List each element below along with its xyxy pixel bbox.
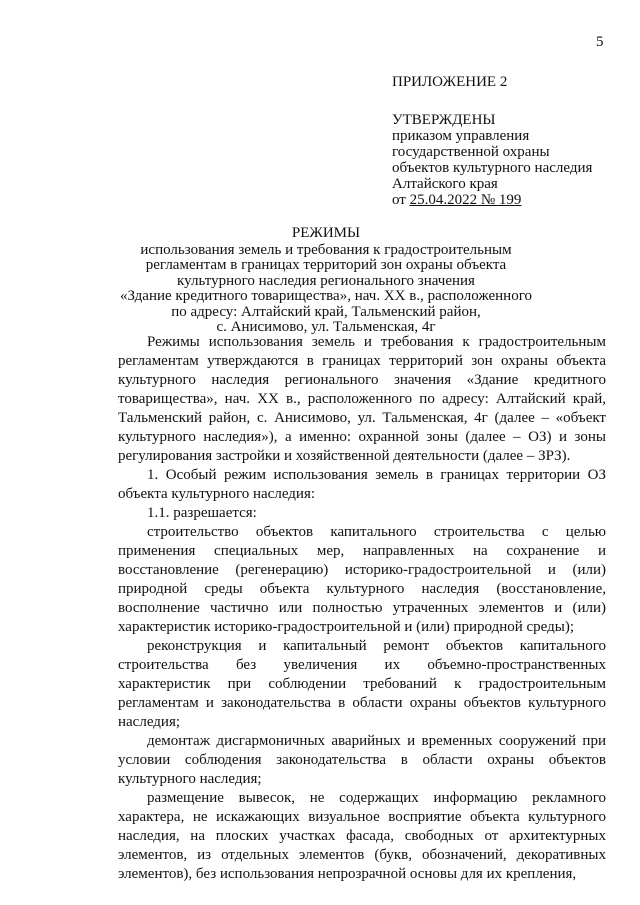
approval-line: приказом управления bbox=[392, 128, 530, 144]
document-title bbox=[100, 226, 552, 336]
order-prefix: от bbox=[392, 192, 410, 208]
approval-line: государственной охраны bbox=[392, 144, 550, 160]
title-line: культурного наследия регионального значения bbox=[177, 272, 475, 289]
approval-block bbox=[392, 74, 632, 208]
title-line: по адресу: Алтайский край, Тальменский район, bbox=[171, 303, 481, 320]
paragraph: размещение вывесок, не содержащих информацию рекламного характера, не искажающих визуальное восприятие объекта культурного наследия, на плоских участках фасада, свободных от архитектурных элементов, из отдельных элементов (букв, обозначений, декоративных элементов), без использования непрозрачной основы для их крепления, bbox=[118, 790, 606, 882]
paragraph: реконструкция и капитальный ремонт объектов капитального строительства без увеличения их объемно-пространственных характеристик при соблюдении требований к градостроительным регламентам и законодательства в области охраны объектов культурного наследия; bbox=[118, 638, 606, 730]
order-number-label: № bbox=[477, 192, 499, 208]
title-line: «Здание кредитного товарищества», нач. XX в., расположенного bbox=[120, 288, 532, 304]
paragraph: 1.1. разрешается: bbox=[147, 505, 257, 521]
page-number: 5 bbox=[596, 34, 604, 50]
paragraph: Режимы использования земель и требования к градостроительным регламентам утверждаются в границах территорий зон охраны объекта культурного наследия регионального значения «Здание кредитного товарищества», нач. XX в., расположенного по адресу: Алтайский край, Тальменский район, с. Анисимово, ул. Тальменская, 4г (далее – «объект культурного наследия»), а именно: охранной зоны (далее – ОЗ) и зоны регулирования застройки и хозяйственной деятельности (далее – ЗРЗ). bbox=[118, 334, 606, 464]
title-line: регламентам в границах территорий зон охраны объекта bbox=[145, 257, 507, 273]
appendix-label: ПРИЛОЖЕНИЕ 2 bbox=[392, 74, 508, 90]
approval-line: объектов культурного наследия bbox=[392, 160, 593, 176]
paragraph: 1. Особый режим использования земель в границах территории ОЗ объекта культурного наследия: bbox=[118, 467, 606, 502]
title-line: использования земель и требования к градостроительным bbox=[140, 241, 512, 258]
paragraph: строительство объектов капитального строительства с целью применения специальных мер, направленных на сохранение и восстановление (регенерацию) историко-градостроительной и (или) природной среды объекта культурного наследия (восстановление, восполнение частично или полностью утраченных элементов и (или) характеристик историко-градостроительной и (или) природной среды); bbox=[118, 524, 606, 635]
title-heading: РЕЖИМЫ bbox=[291, 225, 361, 241]
title-line: с. Анисимово, ул. Тальменская, 4г bbox=[216, 319, 436, 335]
approval-line: Алтайского края bbox=[392, 176, 498, 192]
document-body bbox=[118, 333, 606, 884]
order-line bbox=[392, 192, 632, 208]
approved-label: УТВЕРЖДЕНЫ bbox=[392, 112, 496, 128]
order-date: 25.04.2022 bbox=[409, 192, 478, 208]
paragraph: демонтаж дисгармоничных аварийных и временных сооружений при условии соблюдения законодательства в области охраны объектов культурного наследия; bbox=[118, 733, 606, 787]
order-number: 199 bbox=[498, 192, 522, 208]
